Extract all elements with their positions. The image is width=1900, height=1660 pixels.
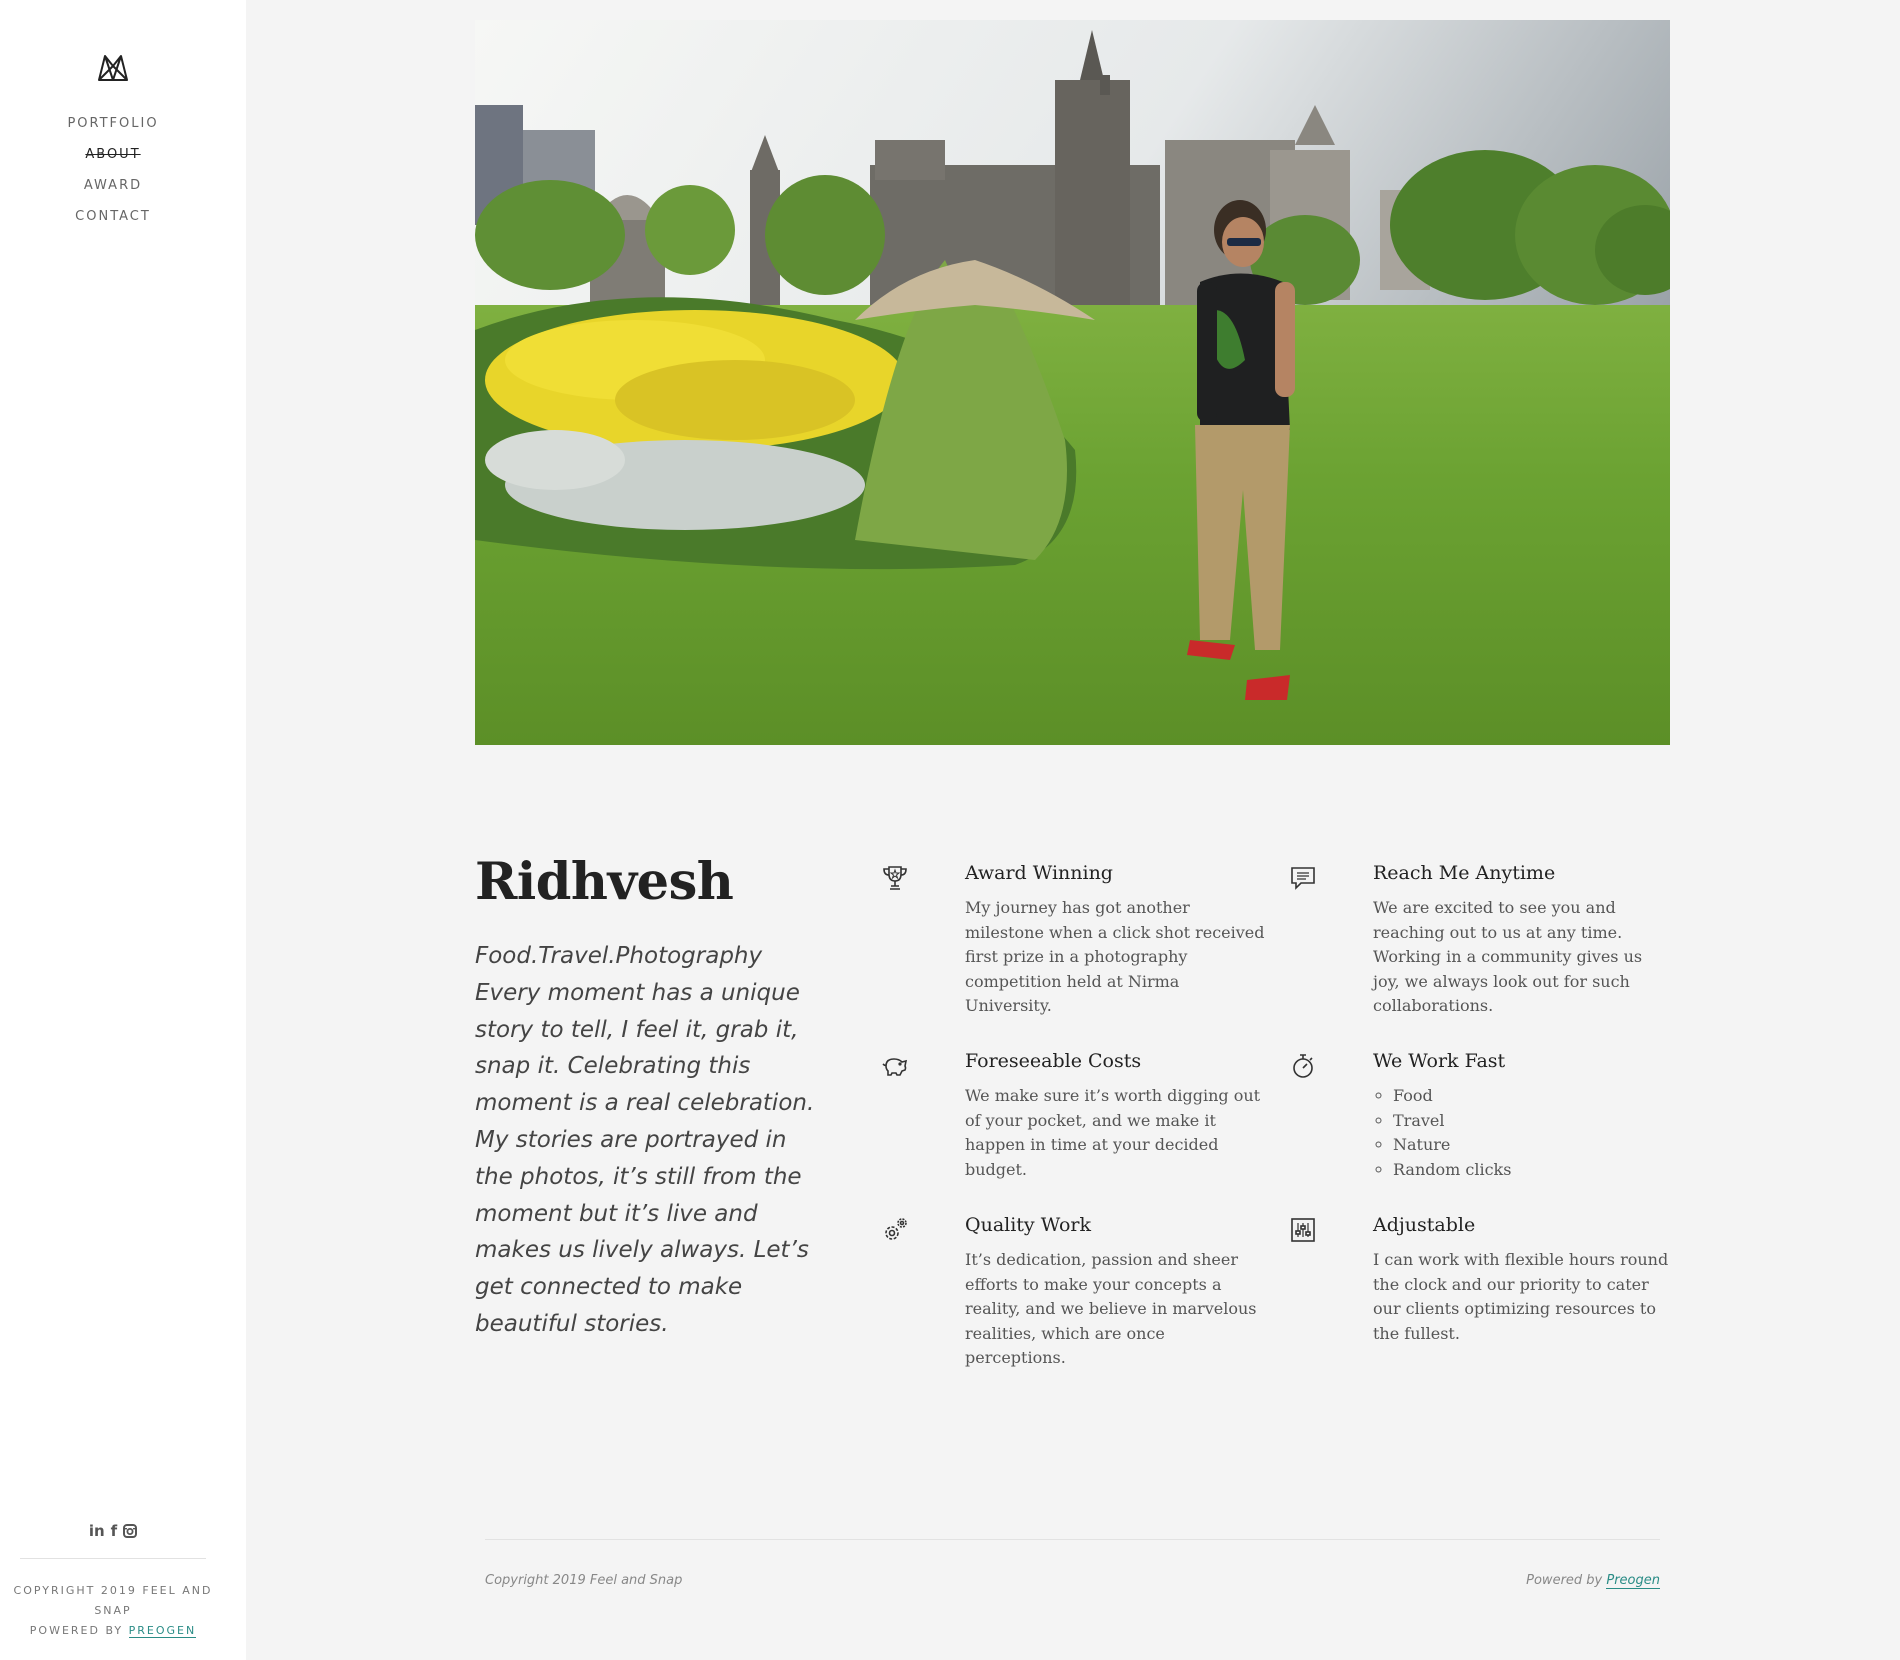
feature-title: Foreseeable Costs [965, 1050, 1142, 1072]
nav-item-contact[interactable]: CONTACT [75, 209, 151, 224]
feature-title: Quality Work [965, 1214, 1091, 1236]
instagram-icon[interactable] [123, 1524, 137, 1538]
feature-title: Award Winning [965, 862, 1113, 884]
sliders-icon [1289, 1216, 1317, 1244]
gears-icon [881, 1216, 909, 1244]
feature-adjustable [1373, 1210, 1673, 1346]
social-links [0, 1522, 226, 1540]
sidebar-powered-prefix: POWERED BY [29, 1624, 129, 1637]
footer-preogen-link[interactable]: Preogen [1606, 1573, 1660, 1588]
sidebar [0, 0, 246, 1660]
trophy-icon [881, 864, 909, 892]
page-title: Ridhvesh [475, 852, 734, 912]
list-item: ◦ Food [1393, 1084, 1673, 1109]
list-item: ◦ Random clicks [1393, 1158, 1673, 1183]
chat-icon [1289, 864, 1317, 892]
piggy-bank-icon [881, 1052, 909, 1080]
feature-title: Reach Me Anytime [1373, 862, 1556, 884]
sidebar-copyright-text: COPYRIGHT 2019 FEEL AND SNAP [13, 1584, 213, 1617]
list-item: ◦ Nature [1393, 1133, 1673, 1158]
sidebar-copyright [0, 1581, 226, 1641]
feature-award-winning [965, 858, 1265, 1019]
feature-text: My journey has got another milestone when a click shot received first prize in a photography competition held at Nirma University. [965, 898, 1265, 1015]
site-logo-icon[interactable] [96, 52, 130, 82]
stopwatch-icon [1289, 1052, 1317, 1080]
tagline: Food.Travel.Photography [475, 943, 763, 969]
linkedin-icon[interactable]: in [88, 1522, 105, 1540]
nav-item-about[interactable]: ABOUT [85, 147, 141, 162]
feature-text: It’s dedication, passion and sheer efforts to make your concepts a reality, and we believe in marvelous realities, which are once perceptions. [965, 1250, 1257, 1367]
footer-copyright: Copyright 2019 Feel and Snap [485, 1573, 683, 1588]
nav-item-portfolio[interactable]: PORTFOLIO [67, 116, 159, 131]
facebook-icon[interactable]: f [110, 1522, 118, 1540]
bio-text: Every moment has a unique story to tell, I feel it, grab it, snap it. Celebrating this moment is a real celebration. My stories are portrayed in the photos, it’s still from the moment but it’s live and makes us lively always. Let’s get connected to make beautiful stories. [475, 979, 815, 1337]
hero-photo [475, 20, 1670, 745]
sidebar-divider [20, 1558, 206, 1559]
feature-foreseeable-costs [965, 1046, 1265, 1182]
sidebar-preogen-link[interactable]: PREOGEN [128, 1624, 197, 1637]
footer-divider [485, 1539, 1660, 1540]
nav-item-award[interactable]: AWARD [83, 178, 143, 193]
feature-text: We make sure it’s worth digging out of your pocket, and we make it happen in time at your decided budget. [965, 1086, 1261, 1179]
feature-text: I can work with flexible hours round the clock and our priority to cater our clients optimizing resources to the fullest. [1373, 1250, 1669, 1343]
feature-we-work-fast [1373, 1046, 1673, 1182]
footer-powered-prefix: Powered by [1526, 1573, 1607, 1588]
feature-title: Adjustable [1373, 1214, 1476, 1236]
feature-title: We Work Fast [1373, 1050, 1506, 1072]
feature-list [1373, 1084, 1673, 1182]
feature-text: We are excited to see you and reaching out to us at any time. Working in a community gives us joy, we always look out for such collaborations. [1373, 898, 1643, 1015]
main-nav [0, 114, 226, 238]
bio [475, 938, 820, 1343]
feature-quality-work [965, 1210, 1265, 1371]
footer-powered-by [1526, 1573, 1660, 1588]
list-item: ◦ Travel [1393, 1109, 1673, 1134]
feature-reach-me [1373, 858, 1673, 1019]
